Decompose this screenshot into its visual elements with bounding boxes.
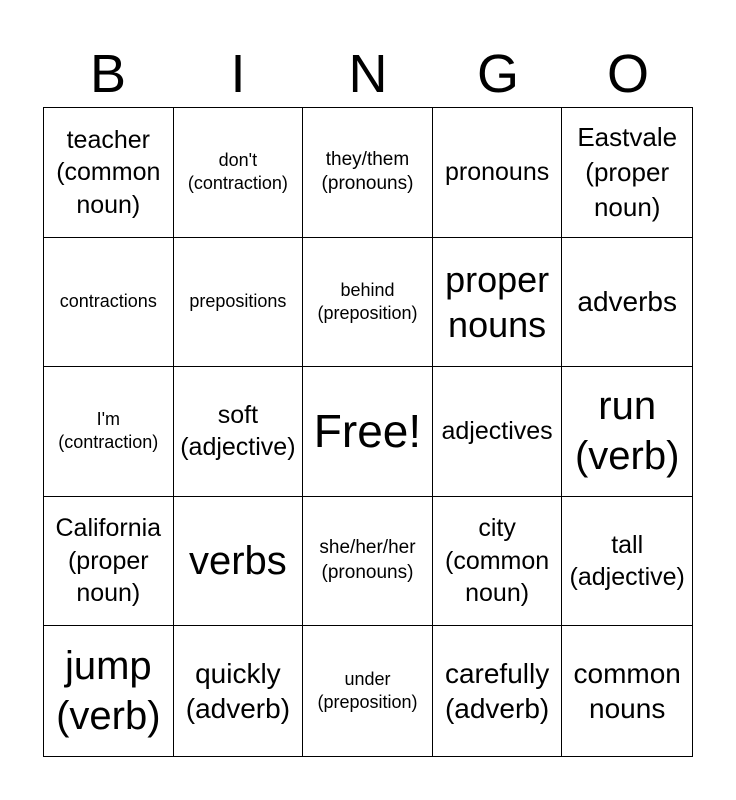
bingo-cell-r1-c1[interactable] [44, 108, 174, 238]
header-letter-o: O [606, 44, 649, 104]
bingo-cell-r4-c5[interactable] [562, 497, 692, 627]
bingo-header [43, 42, 693, 106]
bingo-cell-r4-c1[interactable] [44, 497, 174, 627]
bingo-cell-r4-c2[interactable] [174, 497, 304, 627]
header-letter-n: N [348, 44, 388, 104]
cell-label: under (preposition) [317, 668, 418, 713]
cell-label: jump (verb) [56, 644, 161, 739]
bingo-cell-r1-c3[interactable] [303, 108, 433, 238]
bingo-cell-r3-c1[interactable] [44, 367, 174, 497]
cell-label: I'm (contraction) [58, 409, 159, 453]
bingo-cell-r5-c5[interactable] [562, 626, 692, 756]
cell-label: she/her/her (pronouns) [319, 537, 416, 584]
cell-label: verbs [188, 539, 287, 584]
cell-label: they/them (pronouns) [321, 148, 414, 195]
bingo-cell-r3-c5[interactable] [562, 367, 692, 497]
cell-label: Eastvale (proper noun) [577, 121, 678, 222]
bingo-cell-r2-c3[interactable] [303, 238, 433, 368]
bingo-cell-r5-c1[interactable] [44, 626, 174, 756]
cell-label: tall (adjective) [569, 530, 685, 592]
cell-label: common nouns [573, 658, 681, 725]
bingo-cell-r2-c1[interactable] [44, 238, 174, 368]
cell-label: behind (preposition) [317, 279, 418, 323]
bingo-cell-r2-c4[interactable] [433, 238, 563, 368]
cell-label: soft (adjective) [180, 400, 296, 462]
cell-label: teacher (common noun) [56, 125, 161, 219]
cell-label: run (verb) [574, 384, 680, 479]
bingo-cell-r4-c4[interactable] [433, 497, 563, 627]
cell-label: contractions [59, 291, 157, 312]
bingo-cell-r2-c2[interactable] [174, 238, 304, 368]
bingo-cell-r1-c5[interactable] [562, 108, 692, 238]
free-space-cell[interactable] [303, 367, 433, 497]
cell-label: prepositions [189, 291, 287, 312]
header-letter-g: G [476, 44, 519, 104]
bingo-cell-r1-c4[interactable] [433, 108, 563, 238]
cell-label: adverbs [577, 286, 677, 318]
bingo-cell-r5-c2[interactable] [174, 626, 304, 756]
header-letter-b: B [89, 44, 127, 104]
cell-label: adjectives [441, 417, 553, 446]
bingo-cell-r5-c3[interactable] [303, 626, 433, 756]
cell-label: pronouns [444, 158, 550, 187]
header-letter-i: I [230, 44, 246, 104]
cell-label: proper nouns [445, 258, 550, 345]
bingo-cell-r3-c2[interactable] [174, 367, 304, 497]
cell-label: California (proper noun) [55, 514, 162, 608]
bingo-cell-r3-c4[interactable] [433, 367, 563, 497]
cell-label: quickly (adverb) [185, 658, 291, 725]
cell-label: carefully (adverb) [444, 658, 550, 725]
cell-label: don't (contraction) [187, 149, 288, 194]
cell-label: city (common noun) [445, 514, 550, 608]
free-space-label: Free! [313, 405, 422, 458]
bingo-board [43, 107, 693, 757]
bingo-cell-r1-c2[interactable] [174, 108, 304, 238]
bingo-cell-r2-c5[interactable] [562, 238, 692, 368]
bingo-cell-r5-c4[interactable] [433, 626, 563, 756]
bingo-cell-r4-c3[interactable] [303, 497, 433, 627]
